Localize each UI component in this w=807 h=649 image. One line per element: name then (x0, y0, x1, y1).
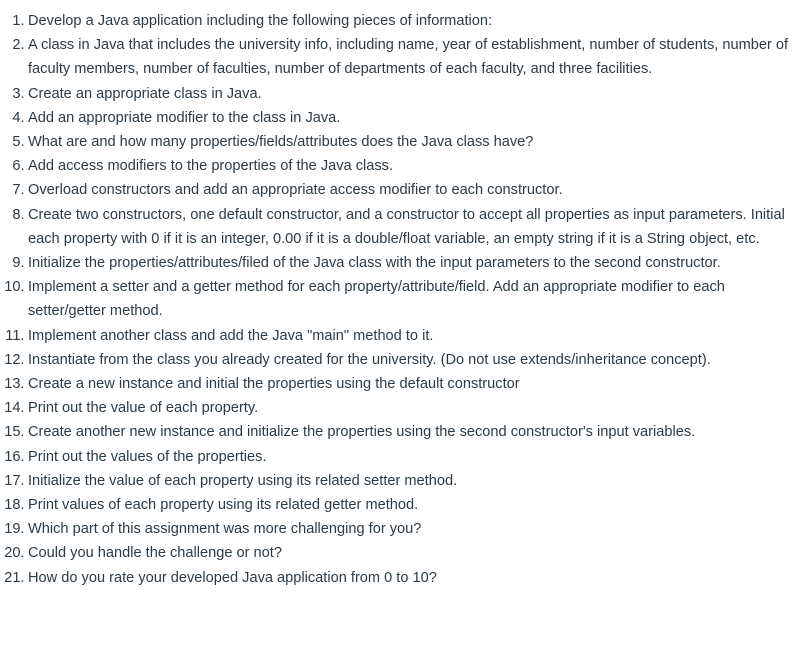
list-item (0, 469, 807, 493)
list-item (0, 33, 807, 81)
item-text: Create a new instance and initial the properties using the default constructor (28, 376, 520, 393)
item-number: 1. (12, 13, 25, 29)
list-item (0, 372, 807, 396)
item-text: Add access modifiers to the properties of the Java class. (28, 158, 394, 175)
item-number: 19. (4, 521, 25, 538)
item-text: Implement a setter and a getter method for each property/attribute/field. Add an appropriate modifier to each setter/getter method. (28, 279, 725, 320)
item-text: Develop a Java application including the following pieces of information: (28, 13, 493, 29)
item-number: 2. (12, 37, 25, 54)
item-number: 17. (4, 472, 25, 489)
item-number: 18. (4, 497, 25, 514)
item-text: How do you rate your developed Java application from 0 to 10? (28, 569, 437, 586)
item-text: Could you handle the challenge or not? (28, 545, 282, 562)
item-number: 9. (12, 255, 25, 272)
item-text: Overload constructors and add an appropriate access modifier to each constructor. (28, 182, 563, 199)
instruction-list (0, 9, 807, 590)
item-number: 12. (4, 351, 25, 368)
item-text: Create two constructors, one default constructor, and a constructor to accept all properties as input parameters. Initial each property with 0 if it is an integer, 0.00 if it is a double/float variable, an empty string if it is a String object, etc. (28, 206, 785, 247)
list-item (0, 251, 807, 275)
item-text: Print out the value of each property. (28, 400, 259, 417)
item-text: A class in Java that includes the university info, including name, year of establishment, number of students, number of faculty members, number of faculties, number of departments of each faculty, and three facilities. (28, 37, 789, 78)
list-item (0, 275, 807, 323)
item-number: 7. (12, 182, 25, 199)
item-number: 10. (4, 279, 25, 296)
item-text: Which part of this assignment was more challenging for you? (28, 521, 422, 538)
list-item (0, 493, 807, 517)
item-number: 5. (12, 134, 25, 151)
item-text: Print values of each property using its related getter method. (28, 497, 419, 514)
list-item (0, 517, 807, 541)
item-text: Implement another class and add the Java "main" method to it. (28, 327, 434, 344)
list-item (0, 566, 807, 590)
item-number: 6. (12, 158, 25, 175)
assignment-instructions (0, 9, 807, 590)
list-item (0, 420, 807, 444)
item-number: 20. (4, 545, 25, 562)
list-item (0, 82, 807, 106)
list-item (0, 203, 807, 251)
item-text: Create an appropriate class in Java. (28, 85, 262, 102)
item-number: 11. (5, 327, 25, 344)
item-number: 13. (4, 376, 25, 393)
item-text: Initialize the properties/attributes/filed of the Java class with the input parameters to the second constructor. (28, 255, 721, 272)
item-number: 21. (4, 569, 25, 586)
item-number: 16. (4, 448, 25, 465)
list-item (0, 178, 807, 202)
item-number: 4. (12, 109, 25, 126)
item-text: What are and how many properties/fields/attributes does the Java class have? (28, 134, 534, 151)
list-item (0, 324, 807, 348)
list-item (0, 445, 807, 469)
item-number: 14. (4, 400, 25, 417)
item-text: Print out the values of the properties. (28, 448, 267, 465)
item-text: Initialize the value of each property using its related setter method. (28, 472, 458, 489)
list-item (0, 130, 807, 154)
item-text: Instantiate from the class you already created for the university. (Do not use extends/inheritance concept). (28, 351, 711, 368)
list-item (0, 154, 807, 178)
list-item (0, 106, 807, 130)
item-number: 8. (12, 206, 25, 223)
list-item (0, 348, 807, 372)
item-text: Add an appropriate modifier to the class in Java. (28, 109, 341, 126)
list-item (0, 396, 807, 420)
list-item (0, 9, 807, 33)
item-text: Create another new instance and initialize the properties using the second constructor's input variables. (28, 424, 696, 441)
item-number: 3. (12, 85, 25, 102)
item-number: 15. (4, 424, 25, 441)
list-item (0, 541, 807, 565)
